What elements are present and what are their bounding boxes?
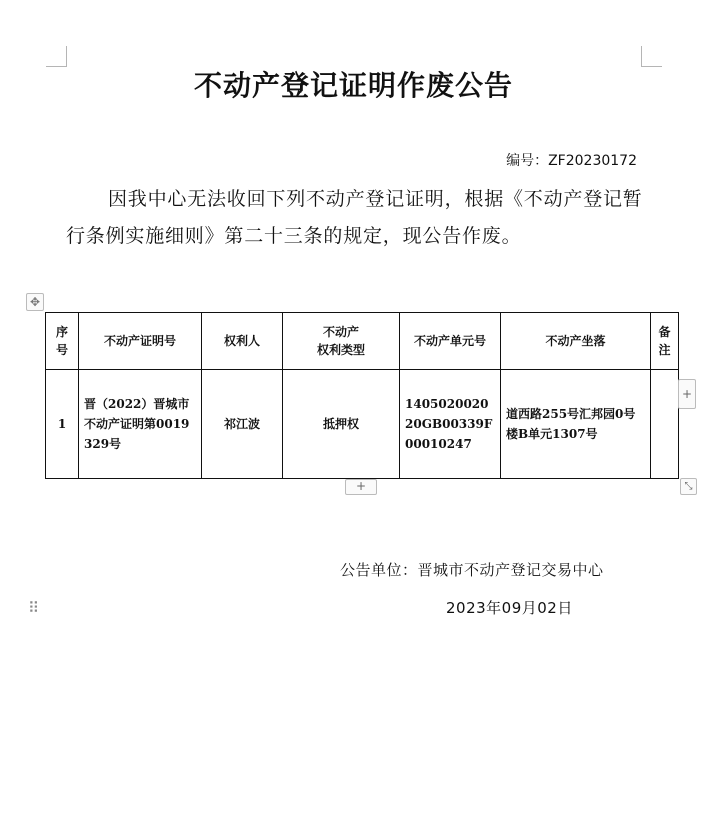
cell-unit-no: 140502002020GB00339F00010247	[400, 370, 501, 479]
announcement-body-text: 因我中心无法收回下列不动产登记证明，根据《不动产登记暂行条例实施细则》第二十三条的规定，现公告作废。	[66, 188, 643, 247]
header-remark-text: 备注	[658, 325, 671, 357]
table-resize-icon[interactable]: ⤡	[680, 478, 697, 495]
document-number	[506, 150, 637, 170]
header-seq	[46, 313, 79, 370]
issuer-label: 公告单位：	[340, 561, 418, 579]
issuer-line	[340, 559, 604, 580]
add-column-button[interactable]: +	[678, 379, 696, 409]
header-cert-no: 不动产证明号	[79, 313, 202, 370]
table-row	[46, 370, 679, 479]
table-header-row	[46, 313, 679, 370]
announcement-body	[66, 181, 646, 255]
header-holder: 权利人	[202, 313, 283, 370]
document-number-value: ZF20230172	[548, 153, 637, 169]
cell-right-type: 抵押权	[283, 370, 400, 479]
header-right-type: 不动产 权利类型	[283, 313, 400, 370]
certificate-table	[45, 312, 679, 479]
header-seq-text: 序号	[55, 325, 68, 357]
drag-handle-icon[interactable]: ⠿	[28, 599, 39, 617]
cell-cert-no: 晋（2022）晋城市不动产证明第0019329号	[79, 370, 202, 479]
cell-holder: 祁江波	[202, 370, 283, 479]
header-location: 不动产坐落	[501, 313, 651, 370]
header-unit-no: 不动产单元号	[400, 313, 501, 370]
cell-location: 道西路255号汇邦园0号楼B单元1307号	[501, 370, 651, 479]
header-remark	[651, 313, 679, 370]
add-row-button[interactable]: +	[345, 479, 377, 495]
cell-seq: 1	[46, 370, 79, 479]
document-title: 不动产登记证明作废公告	[193, 69, 513, 102]
document-number-label: 编号：	[506, 153, 549, 169]
issuer-name: 晋城市不动产登记交易中心	[417, 561, 604, 579]
table-move-icon[interactable]: ✥	[26, 293, 44, 311]
cell-remark	[651, 370, 679, 479]
announcement-date: 2023年09月02日	[446, 599, 573, 617]
